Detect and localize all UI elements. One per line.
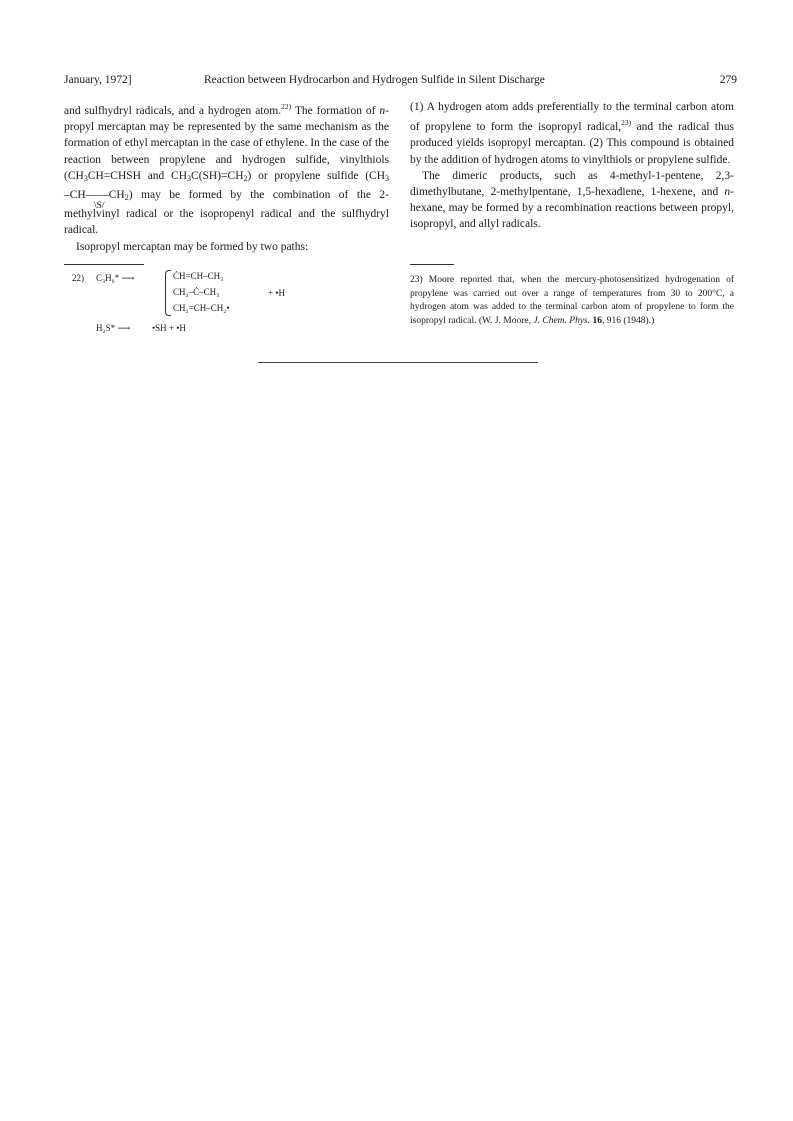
- product-allyl: CH₂=CH–CH₂•: [173, 303, 230, 313]
- ref-23: 23): [621, 118, 632, 128]
- left-paragraph-1: and sulfhydryl radicals, and a hydrogen atom.$^{22)}$ The formation of n-propyl mercaptan may be represented by the same mechanism as the formation of ethyl mercaptan in the case of ethylene. In the case of the reaction between propylene and hydrogen sulfide, vinylthiols ($CH_3CH=CHSH$ and $CH_3C(SH)=CH_2$) or propylene sulfide ($CH_3-CH——CH$ \S/ $_2$) may be formed by the combination of the 2-methylvinyl radical or the isopropenyl radical and the sulfhydryl radical.: [64, 102, 390, 237]
- ref-22: 22): [281, 102, 292, 111]
- right-column: [410, 99, 734, 233]
- running-header: [64, 74, 737, 90]
- footnote-22-number: 22): [72, 273, 84, 283]
- header-title: Reaction between Hydrocarbon and Hydrogen Sulfide in Silent Discharge: [204, 74, 545, 86]
- header-date: January, 1972]: [64, 74, 132, 86]
- reaction2-lhs: H₂S* ⟶: [96, 323, 131, 333]
- product-2-methylvinyl: ĊH=CH–CH₃: [173, 271, 224, 281]
- reaction-lhs: C₃H₆* ⟶: [96, 273, 135, 283]
- product-isopropenyl: CH₂–Ċ–CH₃: [173, 287, 220, 297]
- reaction2-rhs: •SH + •H: [152, 323, 186, 333]
- section-end-rule: [258, 362, 538, 363]
- right-paragraph-1: (1) A hydrogen atom adds preferentially to the terminal carbon atom of propylene to form the isopropyl radical,$^{23)}$ and the radical thus produced yields isopropyl mercaptan. (2) This compound is obtained by the addition of hydrogen atoms to vinylthiols or propylene sulfide.: [410, 101, 734, 166]
- footnote-23: 23) Moore reported that, when the mercury-photosensitized hydrogenation of propylene was carried out over a range of temperatures from 30 to 200°C, a hydrogen atom was added to the terminal carbon atom of propylene to form the isopropyl radical. (W. J. Moore, J. Chem. Phys. 16, 916 (1948).): [410, 275, 734, 326]
- propylene-sulfide-structure: –CH——CH \S/: [64, 189, 125, 212]
- footnote-rule-left: [64, 264, 144, 265]
- plus-hydrogen: + •H: [268, 288, 285, 298]
- page-number: 279: [719, 74, 737, 86]
- footnote-rule-right: [410, 264, 454, 265]
- left-paragraph-2: Isopropyl mercaptan may be formed by two paths:: [76, 240, 309, 253]
- right-paragraph-2: The dimeric products, such as 4-methyl-1-pentene, 2,3-dimethylbutane, 2-methylpentane, 1,5-hexadiene, 1-hexene, and n-hexane, may be formed by a recombination reactions between propyl, isopropyl, and allyl radicals.: [410, 169, 734, 231]
- reaction-brace: [165, 270, 171, 316]
- left-column: [64, 99, 389, 255]
